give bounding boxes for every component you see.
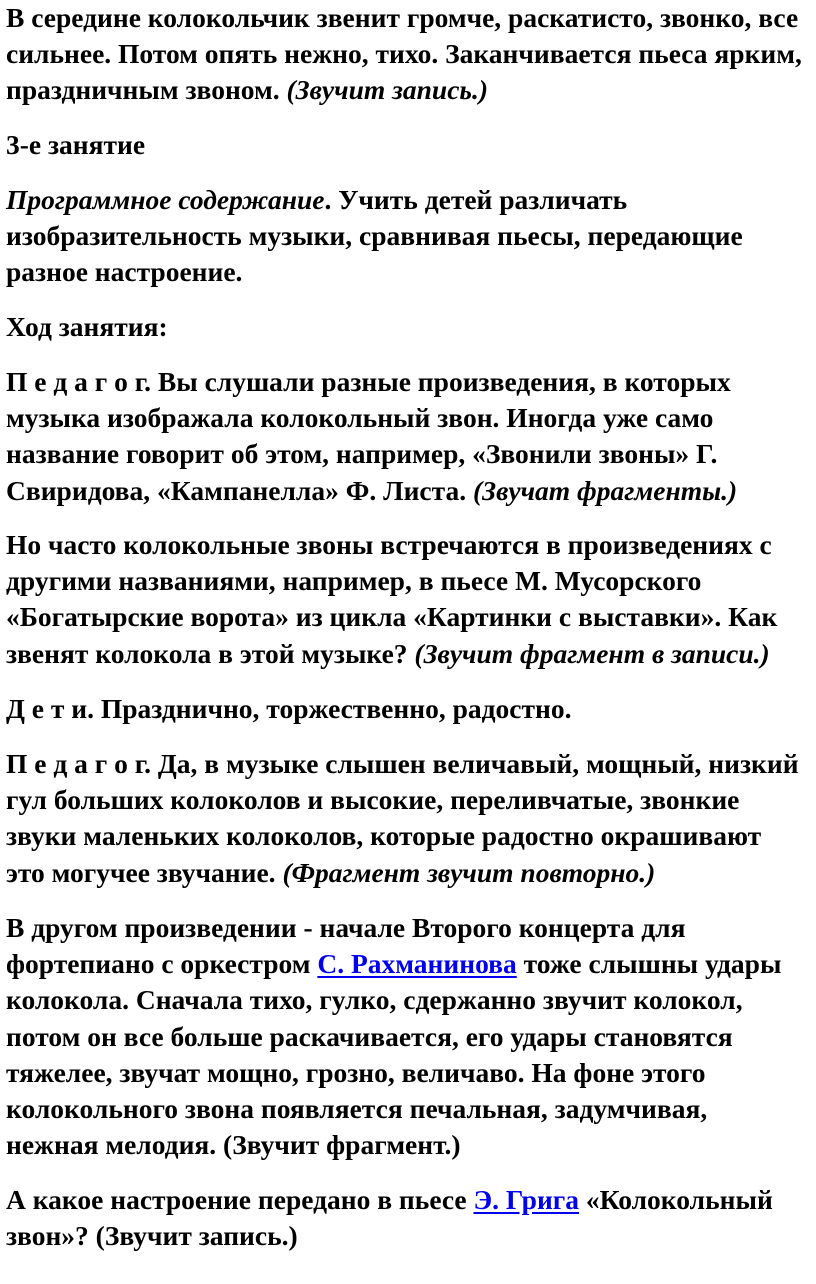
text-fragment: звенят колокола в этой музыке? — [6, 637, 415, 669]
text-line — [6, 946, 810, 982]
text-line: Но часто колокольные звоны встречаются в произведениях с — [6, 529, 772, 560]
text-fragment: это могучее звучание. — [6, 856, 283, 888]
grieg-link[interactable]: Э. Грига — [473, 1184, 580, 1215]
text-line: тяжелее, звучат мощно, грозно, величаво. На фоне этого — [6, 1056, 706, 1088]
text-line — [6, 182, 810, 218]
text-line — [6, 636, 810, 672]
text-line: гул больших колоколов и высокие, переливчатые, звонкие — [6, 784, 740, 816]
heading-lesson-flow — [6, 309, 810, 345]
text-fragment: тоже слышны удары — [516, 948, 782, 980]
text-fragment: праздничным звоном. — [6, 74, 287, 106]
paragraph-rachmaninov — [6, 910, 810, 1163]
text-line: В середине колокольчик звенит громче, раскатисто, звонко, все — [6, 2, 799, 33]
text-line: колокольного звона появляется печальная, задумчивая, — [6, 1093, 708, 1125]
program-content-label: Программное содержание — [6, 184, 325, 215]
heading-lesson-3 — [6, 127, 810, 163]
text-line: В другом произведении - начале Второго концерта для — [6, 912, 686, 943]
text-fragment: . Учить детей различать — [324, 184, 628, 215]
heading-text: 3-е занятие — [6, 129, 146, 160]
rachmaninov-link[interactable]: С. Рахманинова — [317, 948, 517, 980]
text-fragment: фортепиано с оркестром — [6, 948, 318, 980]
text-line: сильнее. Потом опять нежно, тихо. Заканчивается пьеса ярким, — [6, 38, 802, 70]
text-line: звон»? (Звучит запись.) — [6, 1220, 298, 1252]
text-line — [6, 72, 810, 108]
text-line: разное настроение. — [6, 256, 243, 288]
text-fragment: Свиридова, «Кампанелла» Ф. Листа. — [6, 474, 473, 506]
paragraph-children — [6, 691, 810, 727]
text-line: колокола. Сначала тихо, гулко, сдержанно звучит колокол, — [6, 984, 743, 1016]
text-line — [6, 1182, 810, 1218]
text-line: музыка изображала колокольный звон. Иногда уже само — [6, 402, 714, 434]
paragraph-grieg — [6, 1182, 810, 1254]
stage-direction: (Звучит фрагмент в записи.) — [414, 637, 770, 669]
text-line: изобразительность музыки, сравнивая пьесы, передающие — [6, 220, 743, 252]
heading-text: Ход занятия: — [6, 311, 168, 342]
text-fragment: «Колокольный — [579, 1184, 773, 1215]
text-line — [6, 855, 810, 891]
text-line: потом он все больше раскачивается, его удары становятся — [6, 1020, 733, 1052]
text-line: Д е т и. Празднично, торжественно, радостно. — [6, 693, 572, 724]
text-line: другими названиями, например, в пьесе М. Мусорского — [6, 565, 702, 597]
paragraph-teacher-1 — [6, 364, 810, 509]
text-line: название говорит об этом, например, «Звонили звоны» Г. — [6, 438, 718, 470]
text-fragment: А какое настроение передано в пьесе — [6, 1184, 474, 1215]
stage-direction: (Звучат фрагменты.) — [472, 474, 738, 506]
paragraph-bell-description — [6, 0, 810, 109]
text-line — [6, 473, 810, 509]
text-line: П е д а г о г. Да, в музыке слышен величавый, мощный, низкий — [6, 748, 799, 779]
paragraph-program-content — [6, 182, 810, 291]
text-line: П е д а г о г. Вы слушали разные произведения, в которых — [6, 366, 731, 397]
paragraph-teacher-2 — [6, 527, 810, 672]
stage-direction: (Фрагмент звучит повторно.) — [282, 856, 656, 888]
text-line: нежная мелодия. (Звучит фрагмент.) — [6, 1129, 461, 1161]
text-line: звуки маленьких колоколов, которые радостно окрашивают — [6, 820, 762, 852]
stage-direction: (Звучит запись.) — [286, 74, 489, 106]
text-line: «Богатырские ворота» из цикла «Картинки с выставки». Как — [6, 601, 778, 633]
paragraph-teacher-3 — [6, 746, 810, 891]
